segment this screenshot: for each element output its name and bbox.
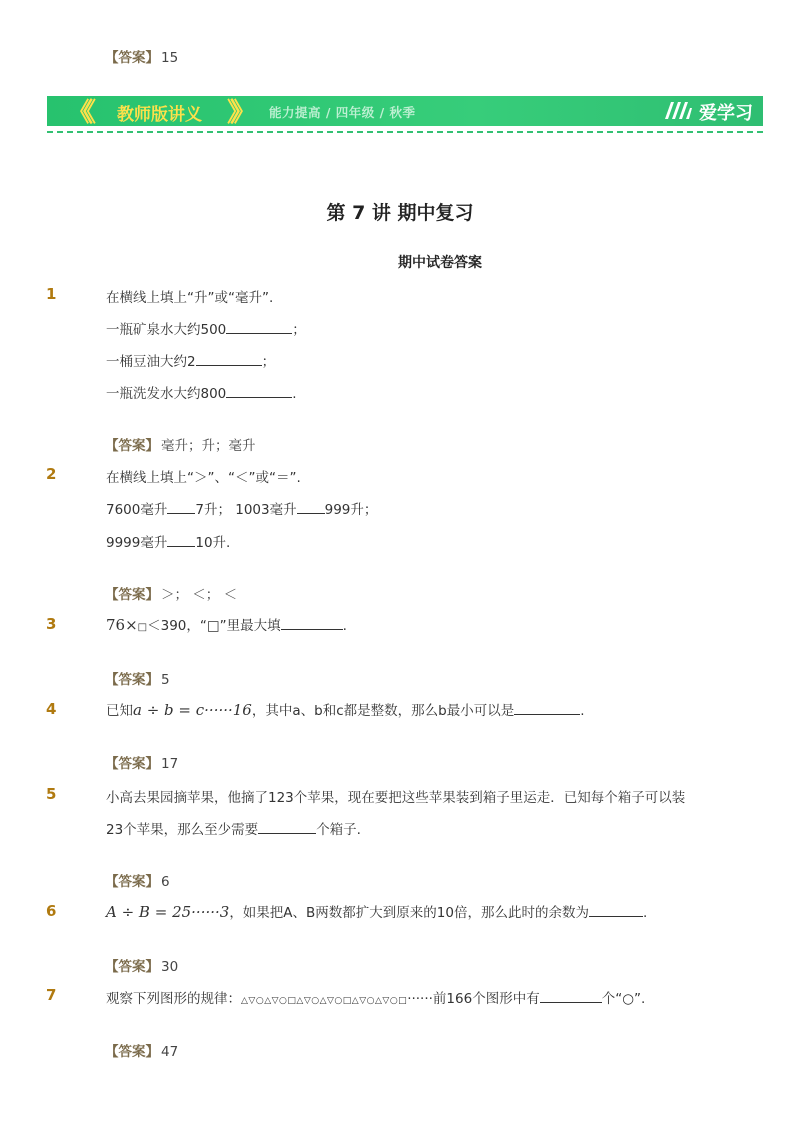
answer-value: 15 bbox=[161, 50, 179, 66]
answer bbox=[105, 1040, 178, 1060]
line-text: 一瓶洗发水大约800 bbox=[106, 386, 227, 402]
line-end: . bbox=[292, 386, 297, 402]
question-line bbox=[106, 818, 361, 838]
line-text: 7升； 1003毫升 bbox=[195, 502, 297, 518]
line-text: ＜390，“□”里最大填 bbox=[147, 618, 281, 634]
answer-blank bbox=[281, 617, 343, 630]
line-text: 999升； bbox=[324, 502, 378, 518]
header-banner bbox=[47, 96, 763, 126]
answer-blank bbox=[540, 990, 602, 1003]
answer-label: 【答案】 bbox=[105, 959, 159, 975]
line-end: ； bbox=[261, 354, 276, 370]
answer-label: 【答案】 bbox=[105, 874, 159, 890]
answer-blank bbox=[514, 702, 580, 715]
logo-text: 爱学习 bbox=[699, 103, 753, 124]
line-end: . bbox=[342, 618, 347, 634]
answer-label: 【答案】 bbox=[105, 756, 159, 772]
line-text: ，如果把A、B两数都扩大到原来的10倍，那么此时的余数为 bbox=[229, 905, 589, 921]
question-text: 小高去果园摘苹果，他摘了123个苹果，现在要把这些苹果装到箱子里运走．已知每个箱子可以装 bbox=[106, 790, 686, 806]
answer-blank bbox=[167, 534, 195, 547]
logo-icon bbox=[663, 99, 693, 123]
answer-value: 17 bbox=[161, 756, 179, 772]
answer-blank bbox=[167, 501, 195, 514]
answer-label: 【答案】 bbox=[105, 438, 159, 454]
line-text: 10升. bbox=[195, 535, 231, 551]
answer-label: 【答案】 bbox=[105, 672, 159, 688]
question-text: 在横线上填上“升”或“毫升”. bbox=[106, 290, 274, 306]
answer-blank bbox=[226, 321, 292, 334]
question-line bbox=[106, 350, 275, 370]
answer-blank bbox=[226, 385, 292, 398]
section-title: 期中试卷答案 bbox=[398, 255, 482, 271]
question-line bbox=[106, 382, 297, 402]
answer-value: 47 bbox=[161, 1044, 179, 1060]
line-end: . bbox=[580, 703, 585, 719]
top-answer bbox=[105, 46, 178, 66]
line-text: 23个苹果，那么至少需要 bbox=[106, 822, 259, 838]
answer bbox=[105, 434, 256, 454]
answer-blank bbox=[297, 501, 325, 514]
question-number: 6 bbox=[46, 902, 57, 920]
banner-divider bbox=[47, 131, 763, 133]
line-text: ······前166个图形中有 bbox=[407, 991, 540, 1007]
question-line bbox=[106, 531, 230, 551]
line-text: 9999毫升 bbox=[106, 535, 168, 551]
answer-blank bbox=[589, 904, 643, 917]
line-end: 个“○”. bbox=[601, 991, 646, 1007]
question-line bbox=[106, 987, 645, 1007]
question-line bbox=[106, 699, 585, 719]
question-text: 在横线上填上“＞”、“＜”或“＝”. bbox=[106, 470, 301, 486]
question-line bbox=[106, 614, 347, 634]
answer-blank bbox=[196, 353, 262, 366]
math-expression: A ÷ B = 25······3 bbox=[106, 903, 230, 921]
question-number: 3 bbox=[46, 615, 57, 633]
answer-value: 30 bbox=[161, 959, 179, 975]
question-number: 1 bbox=[46, 285, 57, 303]
answer bbox=[105, 752, 178, 772]
question-number: 2 bbox=[46, 465, 57, 483]
lesson-title: 第 7 讲 期中复习 bbox=[326, 202, 474, 224]
line-end: 个箱子. bbox=[316, 822, 361, 838]
line-end: . bbox=[643, 905, 648, 921]
banner-title: 教师版讲义 bbox=[117, 105, 202, 125]
question-line bbox=[106, 318, 306, 338]
line-text: 一桶豆油大约2 bbox=[106, 354, 196, 370]
question-number: 7 bbox=[46, 986, 57, 1004]
question-number: 4 bbox=[46, 700, 57, 718]
line-text: 已知 bbox=[106, 703, 133, 719]
shape-sequence: △▽○△▽○□△▽○△▽○□△▽○△▽○□ bbox=[241, 996, 408, 1006]
answer-label: 【答案】 bbox=[105, 1044, 159, 1060]
math-expression: 76× bbox=[106, 616, 138, 634]
answer-label: 【答案】 bbox=[105, 50, 159, 66]
line-text: 7600毫升 bbox=[106, 502, 168, 518]
answer-label: 【答案】 bbox=[105, 587, 159, 603]
line-text: 观察下列图形的规律： bbox=[106, 991, 241, 1007]
answer-value: 5 bbox=[161, 672, 170, 688]
answer bbox=[105, 955, 178, 975]
box-symbol: □ bbox=[137, 622, 148, 633]
chevron-right-icon: 》》 bbox=[227, 98, 247, 128]
line-end: ； bbox=[292, 322, 306, 338]
line-text: ，其中a、b和c都是整数，那么b最小可以是 bbox=[251, 703, 515, 719]
chevron-left-icon: 《《 bbox=[67, 98, 87, 128]
question-line bbox=[106, 498, 377, 518]
answer-value: 毫升；升；毫升 bbox=[161, 438, 256, 454]
answer-blank bbox=[258, 821, 316, 834]
question-line bbox=[106, 901, 647, 921]
answer-value: 6 bbox=[161, 874, 170, 890]
question-number: 5 bbox=[46, 785, 57, 803]
line-text: 一瓶矿泉水大约500 bbox=[106, 322, 227, 338]
answer bbox=[105, 583, 237, 603]
answer bbox=[105, 668, 170, 688]
answer-value: ＞； ＜； ＜ bbox=[161, 587, 238, 603]
banner-subtitle: 能力提高 / 四年级 / 秋季 bbox=[269, 105, 416, 120]
math-expression: a ÷ b = c······16 bbox=[133, 701, 252, 719]
answer bbox=[105, 870, 170, 890]
